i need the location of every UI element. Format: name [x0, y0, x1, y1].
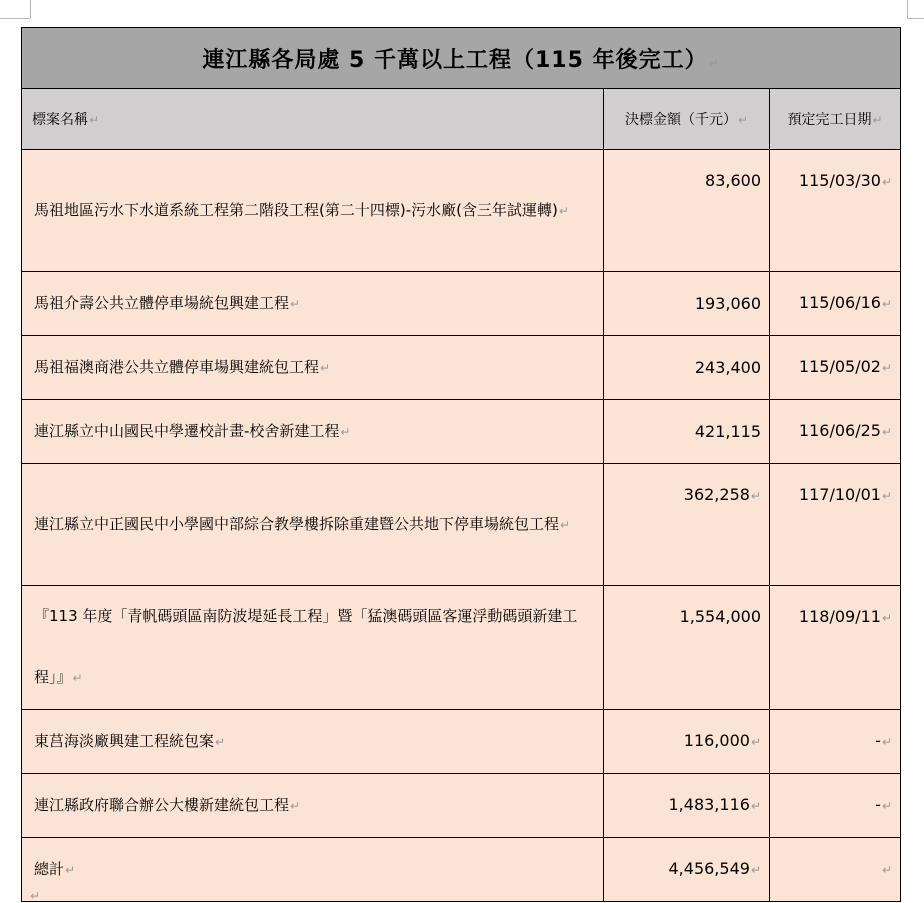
total-label-cell: 總計↵	[22, 838, 604, 902]
paragraph-mark: ↵	[30, 889, 41, 903]
completion-date-cell: 115/06/16↵	[770, 272, 901, 336]
total-row	[22, 838, 901, 902]
table-row	[22, 710, 901, 774]
award-amount-cell: 1,554,000	[604, 586, 770, 710]
header-project-name: 標案名稱↵	[22, 89, 604, 150]
crop-mark-top-right	[907, 0, 908, 18]
header-completion-date: 預定完工日期↵	[770, 89, 901, 150]
project-name-cell: 馬祖福澳商港公共立體停車場興建統包工程↵	[22, 336, 604, 400]
award-amount-cell: 421,115	[604, 400, 770, 464]
table-row	[22, 272, 901, 336]
completion-date-cell: 118/09/11↵	[770, 586, 901, 710]
header-award-amount: 決標金額（千元）↵	[604, 89, 770, 150]
project-name-cell: 馬祖地區污水下水道系統工程第二階段工程(第二十四標)-污水廠(含三年試運轉)↵	[22, 150, 604, 272]
award-amount-cell: 243,400	[604, 336, 770, 400]
project-name-cell: 『113 年度「青帆碼頭區南防波堤延長工程」暨「猛澳碼頭區客運浮動碼頭新建工程」』↵	[22, 586, 604, 710]
total-amount-cell: 4,456,549↵	[604, 838, 770, 902]
completion-date-cell: 116/06/25↵	[770, 400, 901, 464]
project-name-cell: 馬祖介壽公共立體停車場統包興建工程↵	[22, 272, 604, 336]
table-row	[22, 150, 901, 272]
table-row	[22, 586, 901, 710]
table-header-row	[22, 89, 901, 150]
award-amount-cell: 193,060	[604, 272, 770, 336]
completion-date-cell: 117/10/01↵	[770, 464, 901, 586]
completion-date-cell: 115/05/02↵	[770, 336, 901, 400]
completion-date-cell: -↵	[770, 774, 901, 838]
award-amount-cell: 362,258↵	[604, 464, 770, 586]
project-name-cell: 連江縣立中山國民中學遷校計畫-校舍新建工程↵	[22, 400, 604, 464]
project-name-cell: 連江縣立中正國民中小學國中部綜合教學樓拆除重建暨公共地下停車場統包工程↵	[22, 464, 604, 586]
crop-mark-top-right	[907, 18, 924, 19]
award-amount-cell: 116,000↵	[604, 710, 770, 774]
table-row	[22, 400, 901, 464]
completion-date-cell: -↵	[770, 710, 901, 774]
total-date-cell: ↵	[770, 838, 901, 902]
table-title: 連江縣各局處 5 千萬以上工程（115 年後完工）↵	[22, 28, 901, 89]
award-amount-cell: 1,483,116↵	[604, 774, 770, 838]
table-row	[22, 774, 901, 838]
table-row	[22, 336, 901, 400]
projects-table	[21, 27, 901, 902]
project-name-cell: 東莒海淡廠興建工程統包案↵	[22, 710, 604, 774]
completion-date-cell: 115/03/30↵	[770, 150, 901, 272]
table-row	[22, 464, 901, 586]
crop-mark-top-left	[0, 18, 30, 19]
table-title-row	[22, 28, 901, 89]
crop-mark-top-left	[30, 0, 31, 18]
project-name-cell: 連江縣政府聯合辦公大樓新建統包工程↵	[22, 774, 604, 838]
award-amount-cell: 83,600	[604, 150, 770, 272]
